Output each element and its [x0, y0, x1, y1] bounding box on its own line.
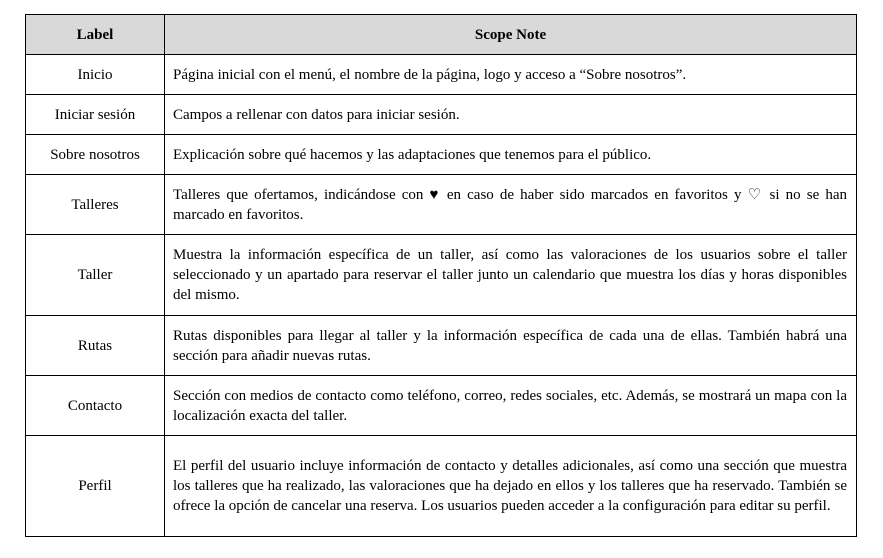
table-row [26, 436, 857, 537]
row-scope-note: Explicación sobre qué hacemos y las adaptaciones que tenemos para el público. [165, 135, 857, 175]
table-row [26, 316, 857, 376]
row-scope-note: Rutas disponibles para llegar al taller y la información específica de cada una de ellas. También habrá una sección para añadir nuevas rutas. [165, 316, 857, 376]
table-row [26, 175, 857, 235]
row-label: Contacto [26, 376, 165, 436]
row-label: Perfil [26, 436, 165, 537]
row-scope-note: Muestra la información específica de un taller, así como las valoraciones de los usuarios sobre el taller seleccionado y un apartado para reservar el taller junto un calendario que muestra los días y horas disponibles del mismo. [165, 235, 857, 316]
row-scope-note: Sección con medios de contacto como teléfono, correo, redes sociales, etc. Además, se mostrará un mapa con la localización exacta del taller. [165, 376, 857, 436]
row-scope-note: Página inicial con el menú, el nombre de la página, logo y acceso a “Sobre nosotros”. [165, 55, 857, 95]
row-scope-note: El perfil del usuario incluye información de contacto y detalles adicionales, así como una sección que muestra los talleres que ha realizado, las valoraciones que ha dejado en ellos y los talleres que ha reservado. También se ofrece la opción de cancelar una reserva. Los usuarios pueden acceder a la configuración para editar su perfil. [165, 436, 857, 537]
table-row [26, 55, 857, 95]
row-label: Inicio [26, 55, 165, 95]
scope-note-table-container [25, 14, 856, 537]
table-row [26, 95, 857, 135]
scope-note-table [25, 14, 857, 537]
row-label: Rutas [26, 316, 165, 376]
row-label: Talleres [26, 175, 165, 235]
table-row [26, 135, 857, 175]
table-row [26, 376, 857, 436]
row-label: Sobre nosotros [26, 135, 165, 175]
row-label: Iniciar sesión [26, 95, 165, 135]
row-label: Taller [26, 235, 165, 316]
row-scope-note: Campos a rellenar con datos para iniciar sesión. [165, 95, 857, 135]
table-header-row [26, 15, 857, 55]
column-header-scope-note: Scope Note [165, 15, 857, 55]
row-scope-note: Talleres que ofertamos, indicándose con ♥ en caso de haber sido marcados en favoritos y ♡ si no se han marcado en favoritos. [165, 175, 857, 235]
table-row [26, 235, 857, 316]
column-header-label: Label [26, 15, 165, 55]
